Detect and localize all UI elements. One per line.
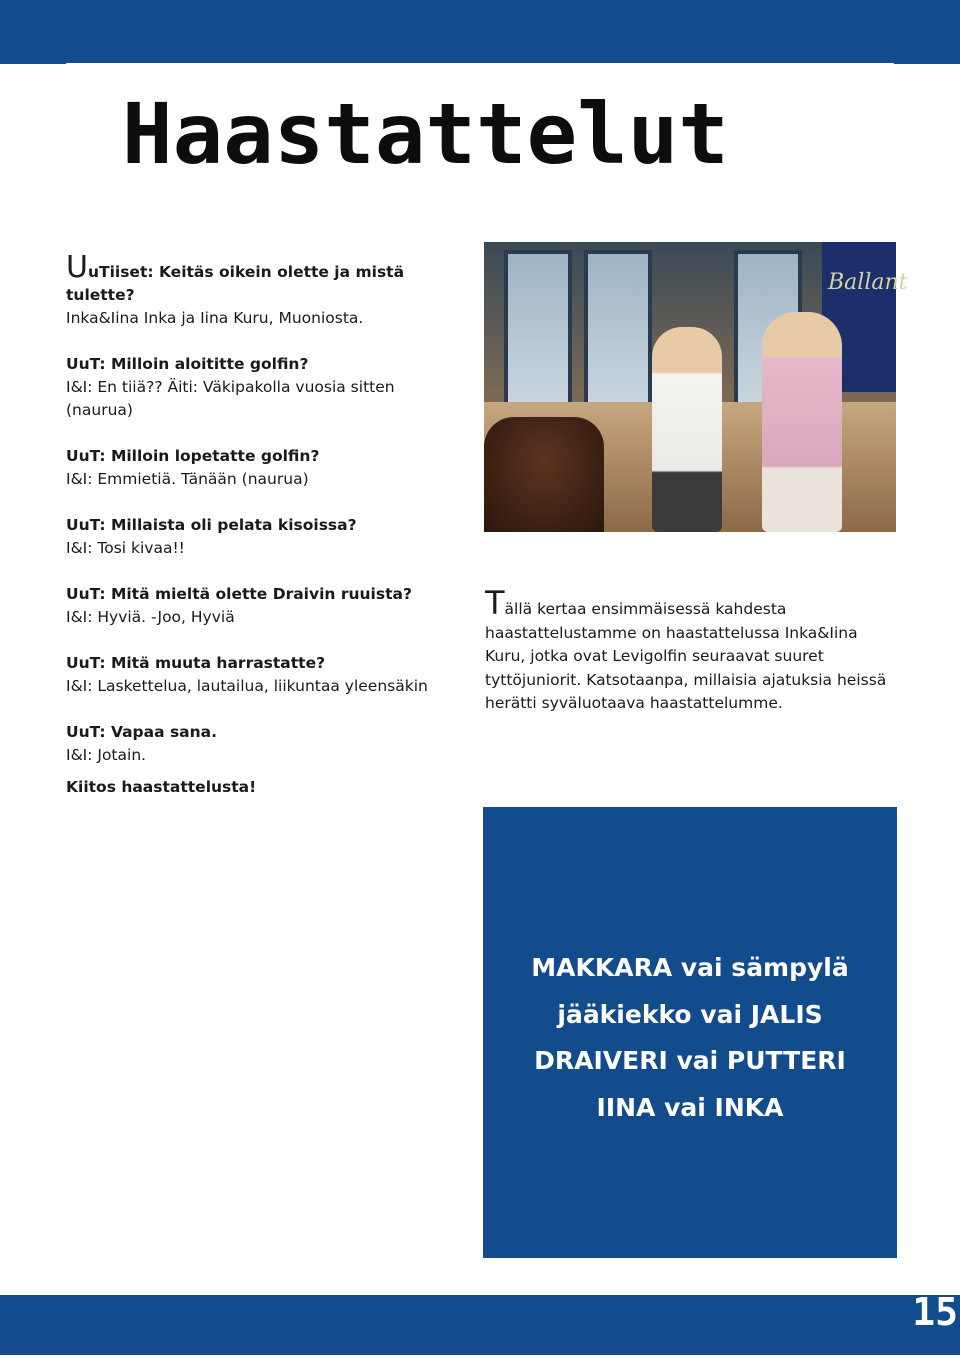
answer: Inka&Iina Inka ja Iina Kuru, Muoniosta. (66, 309, 364, 327)
intro-paragraph: Tällä kertaa ensimmäisessä kahdesta haastattelustamme on haastattelussa Inka&Iina Kuru, jotka ovat Levigolfin seuraavat suuret tyttöjuniorit. Katsotaanpa, millaisia ajatuksia heissä herätti syväluotaava haastattelumme. (485, 584, 887, 712)
quiz-box (483, 807, 897, 1258)
answer: I&I: En tiiä?? Äiti: Väkipakolla vuosia sitten (naurua) (66, 378, 395, 419)
question: UuT: Vapaa sana. (66, 723, 218, 741)
bottom-color-band (0, 1295, 960, 1357)
question: UuT: Milloin lopetatte golfin? (66, 447, 320, 465)
thanks-text: Kiitos haastattelusta! (66, 778, 257, 796)
interview-qa (66, 445, 466, 491)
question: UuT: Mitä mieltä olette Draivin ruuista? (66, 585, 412, 603)
interview-qa (66, 652, 466, 698)
answer: I&I: Laskettelua, lautailua, liikuntaa yleensäkin (66, 677, 428, 695)
question: UuTiiset: Keitäs oikein olette ja mistä tulette? (66, 250, 405, 304)
interview-column (66, 250, 466, 790)
photo-sofa (484, 417, 604, 532)
top-rule (66, 63, 894, 65)
interview-qa (66, 514, 466, 560)
answer: I&I: Hyviä. -Joo, Hyviä (66, 608, 235, 626)
top-color-band (0, 0, 960, 64)
interview-qa (66, 353, 466, 422)
photo-window (584, 250, 652, 408)
answer: I&I: Jotain. (66, 746, 147, 764)
interview-qa-intro (66, 250, 466, 330)
question: UuT: Mitä muuta harrastatte? (66, 654, 326, 672)
drop-cap: U (66, 250, 88, 285)
quiz-lines (483, 945, 897, 1131)
quiz-line: IINA vai INKA (596, 1092, 784, 1122)
question: UuT: Millaista oli pelata kisoissa? (66, 516, 357, 534)
answer: I&I: Tosi kivaa!! (66, 539, 185, 557)
photo-girl (652, 327, 722, 532)
interview-qa (66, 721, 466, 767)
interview-qa (66, 583, 466, 629)
quiz-line: jääkiekko vai JALIS (557, 999, 823, 1029)
page-number: 15 (912, 1290, 958, 1334)
interview-photo (484, 242, 908, 532)
photo-sign: Ballant (822, 242, 896, 392)
page-title: Haastattelut (122, 85, 729, 183)
photo-window (504, 250, 572, 408)
quiz-line: MAKKARA vai sämpylä (531, 953, 849, 982)
photo-girl (762, 312, 842, 532)
answer: I&I: Emmietiä. Tänään (naurua) (66, 470, 309, 488)
quiz-line: DRAIVERI vai PUTTERI (534, 1046, 846, 1075)
question: UuT: Milloin aloititte golfin? (66, 355, 309, 373)
drop-cap: T (485, 584, 505, 622)
